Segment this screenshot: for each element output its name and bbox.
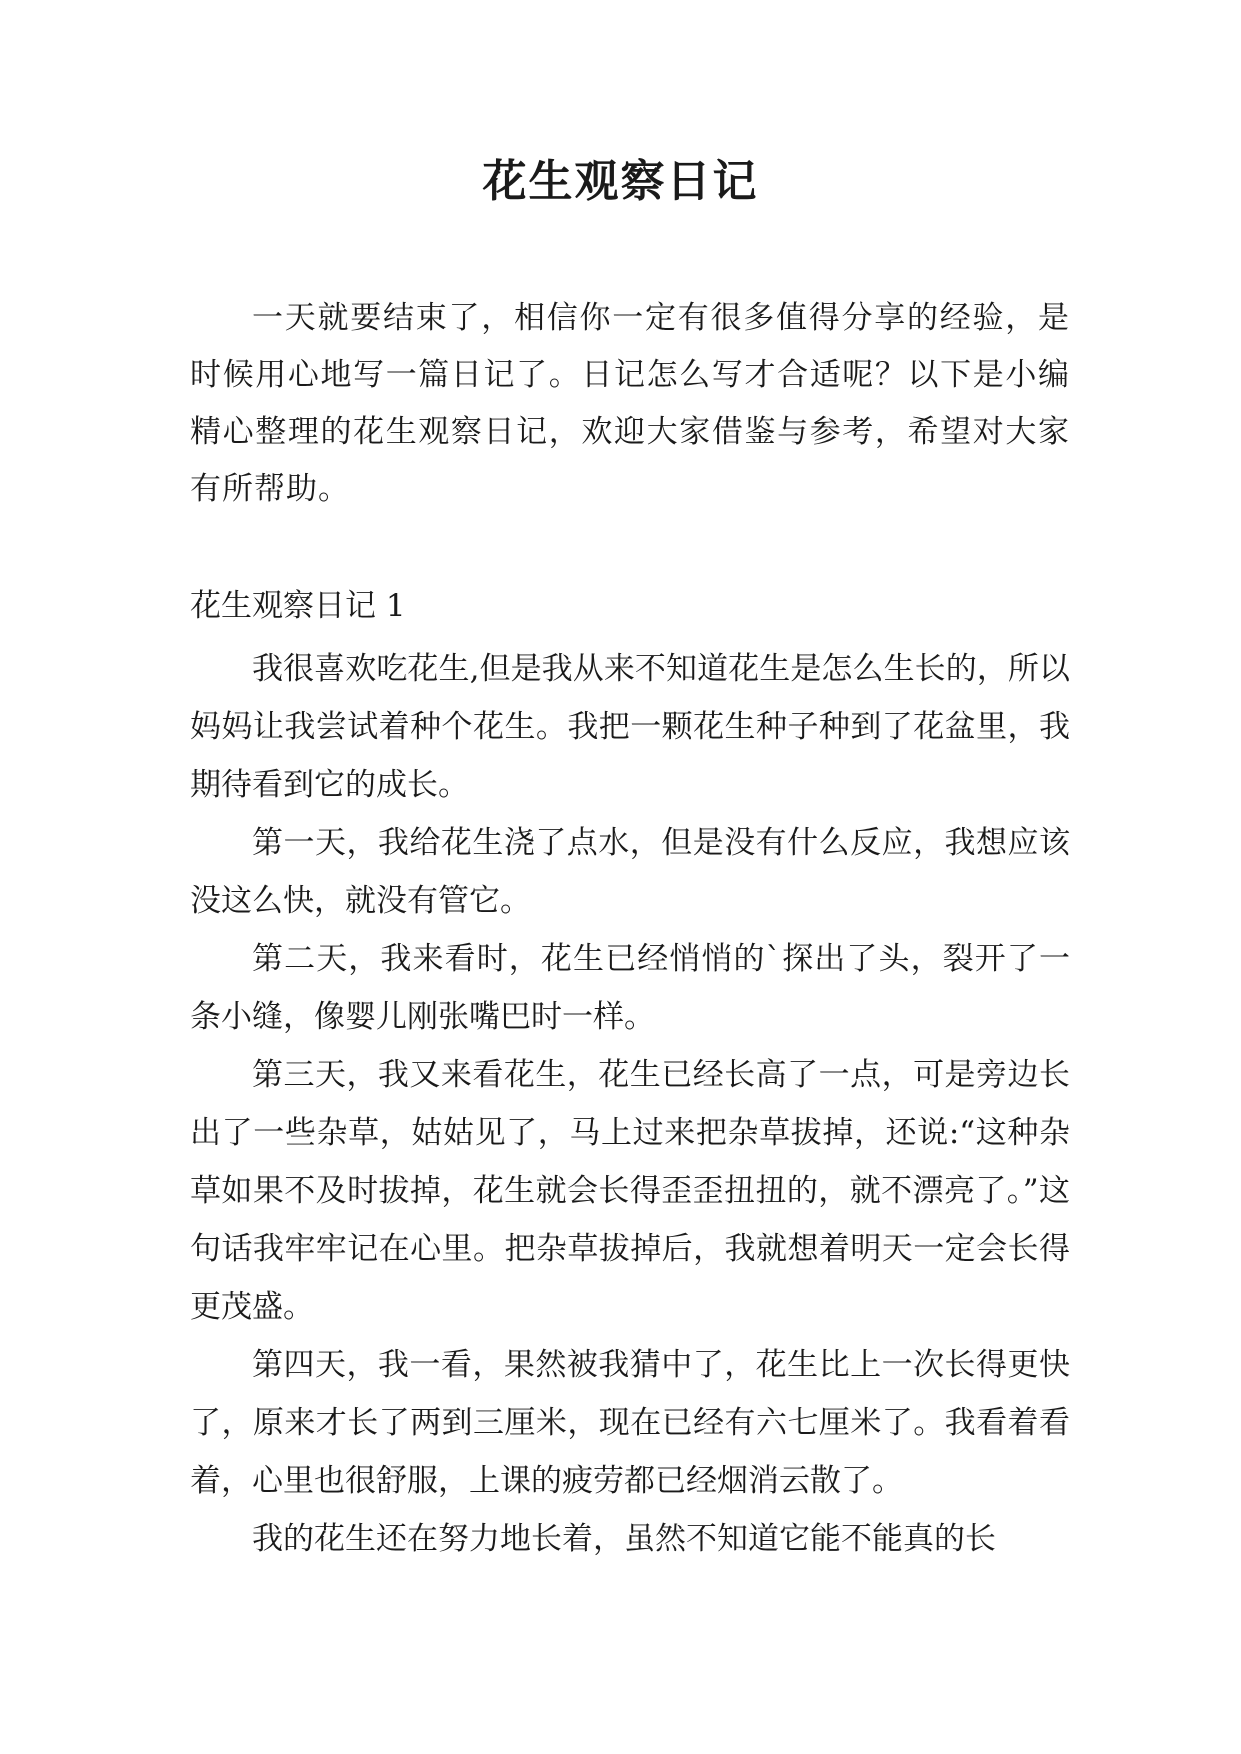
document-title: 花生观察日记: [482, 156, 759, 207]
intro-paragraph: [190, 290, 1070, 518]
diary-paragraph-5: 第四天，我一看，果然被我猜中了，花生比上一次长得更快了，原来才长了两到三厘米，现在已经有六七厘米了。我看着看着，心里也很舒服，上课的疲劳都已经烟消云散了。: [190, 1347, 1070, 1499]
diary-paragraph-2: 第一天，我给花生浇了点水，但是没有什么反应，我想应该没这么快，就没有管它。: [190, 825, 1070, 919]
section-heading: 花生观察日记 1: [190, 588, 406, 624]
diary-paragraph-6: 我的花生还在努力地长着，虽然不知道它能不能真的长: [252, 1521, 996, 1557]
diary-paragraph-3: 第二天，我来看时，花生已经悄悄的`探出了头，裂开了一条小缝，像婴儿刚张嘴巴时一样。: [190, 941, 1070, 1035]
diary-body: [190, 640, 1070, 1568]
intro-text: 一天就要结束了，相信你一定有很多值得分享的经验，是时候用心地写一篇日记了。日记怎么写才合适呢？以下是小编精心整理的花生观察日记，欢迎大家借鉴与参考，希望对大家有所帮助。: [190, 300, 1070, 507]
diary-paragraph-4: 第三天，我又来看花生，花生已经长高了一点，可是旁边长出了一些杂草，姑姑见了，马上过来把杂草拔掉，还说:“这种杂草如果不及时拔掉，花生就会长得歪歪扭扭的，就不漂亮了。”这句话我牢牢记在心里。把杂草拔掉后，我就想着明天一定会长得更茂盛。: [190, 1057, 1070, 1325]
diary-paragraph-1: 我很喜欢吃花生,但是我从来不知道花生是怎么生长的，所以妈妈让我尝试着种个花生。我把一颗花生种子种到了花盆里，我期待看到它的成长。: [190, 651, 1070, 803]
